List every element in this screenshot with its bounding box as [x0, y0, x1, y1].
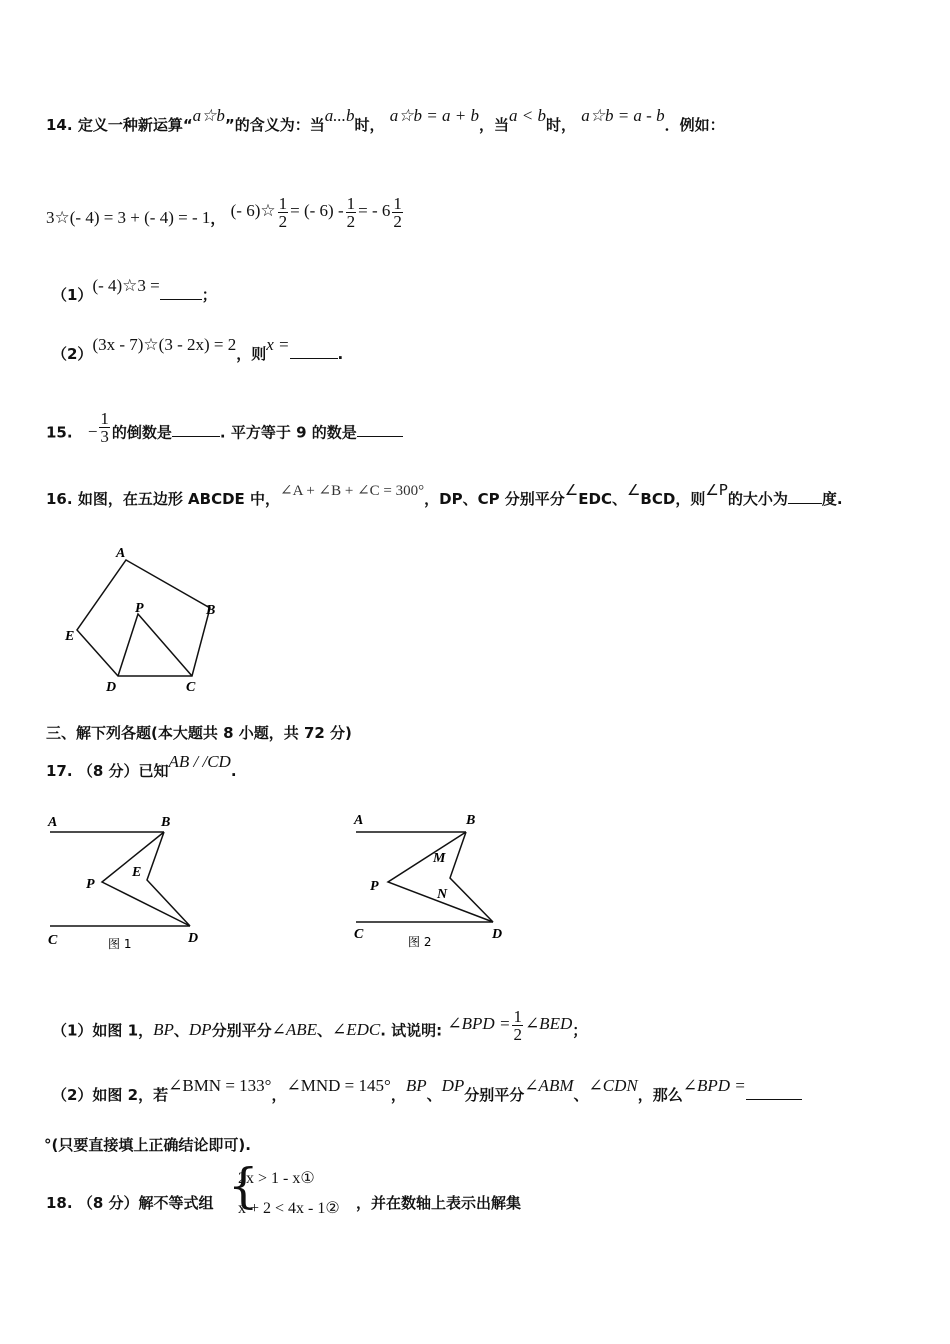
bisectors-dp-cp: [118, 614, 192, 676]
q17-line: 17. （8 分）已知AB / /CD.: [46, 752, 237, 780]
q18-text: ，并在数轴上表示出解集: [356, 1194, 522, 1212]
label-B: B: [206, 603, 216, 618]
svg-text:B: B: [161, 815, 171, 830]
q14-number: 14.: [46, 116, 73, 134]
q14-part2: （2）(3x - 7)☆(3 - 2x) = 2，则x = .: [52, 335, 344, 363]
svg-text:P: P: [370, 879, 379, 894]
svg-text:图 2: 图 2: [408, 935, 432, 949]
svg-text:E: E: [132, 865, 142, 880]
q17-relation: ∠BPD = $\frac{1}{2}$ ∠BED: [447, 1007, 573, 1044]
q14-example-2: (- 6)☆ $\frac{1}{2}$ = (- 6) - $\frac{1}{2}$ = - 6 $\frac{1}{2}$: [230, 194, 402, 231]
figure-2: [348, 806, 518, 956]
svg-text:M: M: [433, 851, 446, 866]
svg-text:P: P: [86, 877, 95, 892]
answer-blank[interactable]: [357, 436, 403, 437]
svg-text:A: A: [48, 815, 58, 830]
q18-line: 18. （8 分）解不等式组: [46, 1194, 214, 1212]
svg-text:N: N: [437, 887, 448, 902]
q15-line: 15. − $\frac{1}{3}$ 的倒数是 . 平方等于 9 的数是: [46, 416, 403, 451]
label-E: E: [65, 629, 75, 644]
svg-text:C: C: [48, 933, 58, 948]
q14-part1: （1）(- 4)☆3 = ；: [52, 276, 217, 304]
label-P: P: [135, 601, 144, 616]
svg-text:A: A: [354, 813, 364, 828]
svg-text:D: D: [492, 927, 503, 942]
answer-blank[interactable]: [160, 299, 202, 300]
q16-line: 16. 如图，在五边形 ABCDE 中，∠A + ∠B + ∠C = 300°，DP、CP 分别平分∠EDC、∠BCD，则∠P的大小为 度.: [46, 481, 843, 508]
section-title: 三、解下列各题(本大题共 8 小题，共 72 分): [46, 724, 352, 742]
figure-1: [42, 806, 212, 956]
q15-fraction: − $\frac{1}{3}$: [87, 409, 109, 446]
answer-blank[interactable]: [788, 503, 822, 504]
answer-blank[interactable]: [746, 1099, 802, 1100]
label-A: A: [116, 546, 126, 561]
svg-text:图 1: 图 1: [108, 937, 132, 951]
q17-note: °(只要直接填上正确结论即可).: [44, 1136, 251, 1154]
q17-part2: （2）如图 2，若∠BMN = 133°，∠MND = 145°，BP、DP分别平分∠ABM、∠CDN，那么∠BPD =: [52, 1084, 802, 1105]
q14-example-1: 3☆(- 4) = 3 + (- 4) = - 1: [46, 208, 211, 228]
svg-text:B: B: [466, 813, 476, 828]
answer-blank[interactable]: [172, 436, 220, 437]
pentagon-abcde: [77, 560, 210, 676]
q14-line1: 14. 定义一种新运算“a☆b”的含义为：当a...b时， a☆b = a + b，当a < b时， a☆b = a - b．例如：: [46, 106, 725, 134]
answer-blank[interactable]: [290, 358, 338, 359]
label-D: D: [106, 680, 117, 695]
q14-examples: 3☆(- 4) = 3 + (- 4) = - 1， (- 6)☆ $\frac{1}{2}$ = (- 6) - $\frac{1}{2}$ = - 6 $\frac{1}{2}$: [46, 202, 405, 237]
svg-text:C: C: [354, 927, 364, 942]
q14-op: a☆b: [192, 106, 225, 125]
q17-part1: （1）如图 1，BP、DP分别平分∠ABE、∠EDC. 试说明: ∠BPD = $\frac{1}{2}$ ∠BED；: [52, 1007, 588, 1044]
svg-text:D: D: [188, 931, 199, 946]
label-C: C: [186, 680, 196, 695]
pentagon-figure: [60, 540, 230, 695]
